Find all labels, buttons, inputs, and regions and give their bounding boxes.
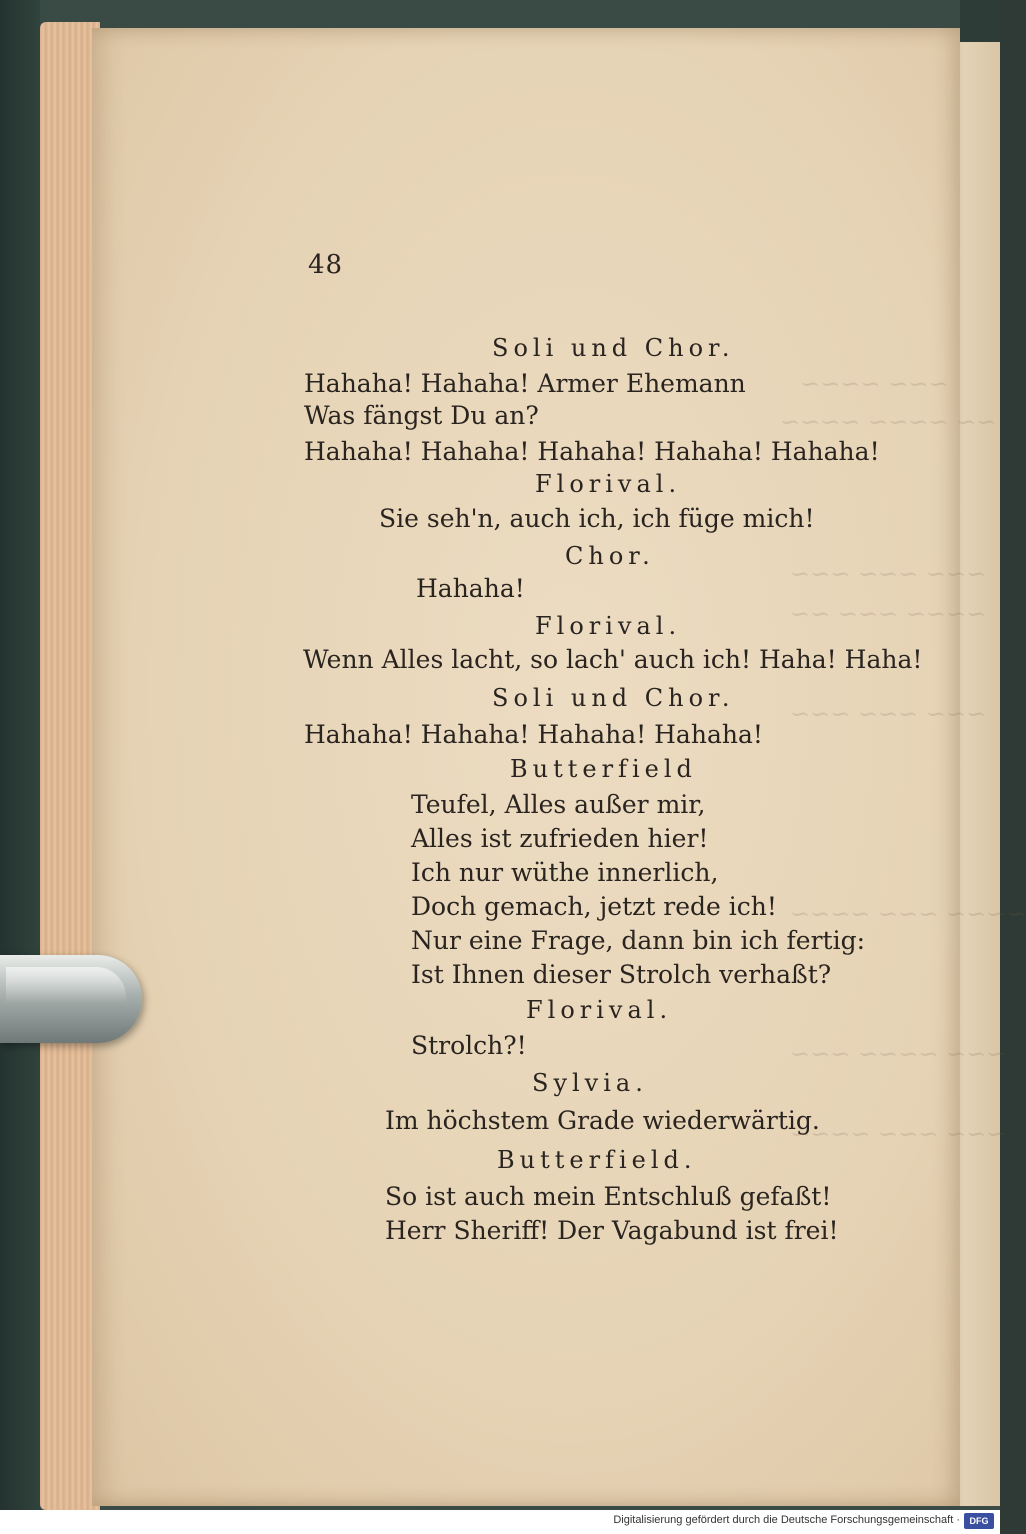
verse-line: Teufel, Alles außer mir, — [411, 790, 706, 819]
speaker-heading: Butterfield. — [497, 1146, 697, 1174]
speaker-heading: Sylvia. — [532, 1069, 648, 1097]
speaker-heading: Butterfield — [510, 755, 697, 783]
bleed-through: ~~ ~~~~ ~~~~ — [780, 408, 997, 436]
bleed-through: ~~~~ ~~~ ~~ — [790, 600, 987, 628]
verse-line: So ist auch mein Entschluß gefaßt! — [385, 1182, 832, 1211]
speaker-heading: Soli und Chor. — [492, 334, 735, 362]
verse-line: Ich nur wüthe innerlich, — [411, 858, 719, 887]
speaker-heading: Florival. — [535, 612, 682, 640]
verse-line: Ist Ihnen dieser Strolch verhaßt? — [411, 960, 832, 989]
verse-line: Alles ist zufrieden hier! — [411, 824, 709, 853]
bleed-through: ~~~ ~~~ ~~~~ — [790, 1120, 1007, 1148]
clip-highlight — [6, 967, 126, 1027]
bleed-through: ~~~ ~~~~ — [800, 370, 949, 398]
speaker-heading: Soli und Chor. — [492, 684, 735, 712]
verse-line: Strolch?! — [411, 1031, 527, 1060]
bleed-through: ~~~~ ~~~ ~~~~ — [790, 900, 1026, 928]
verse-line: Hahaha! Hahaha! Hahaha! Hahaha! Hahaha! — [304, 437, 880, 466]
dfg-logo-icon: DFG — [964, 1513, 994, 1529]
verse-line: Im höchstem Grade wiederwärtig. — [385, 1106, 820, 1135]
speaker-heading: Florival. — [526, 996, 673, 1024]
verse-line: Nur eine Frage, dann bin ich fertig: — [411, 926, 866, 955]
verse-line: Wenn Alles lacht, so lach' auch ich! Haha! Haha! — [303, 645, 923, 674]
page-clip — [0, 955, 142, 1043]
speaker-heading: Chor. — [565, 542, 655, 570]
verse-line: Sie seh'n, auch ich, ich füge mich! — [379, 504, 815, 533]
verse-line: Hahaha! Hahaha! Hahaha! Hahaha! — [304, 720, 763, 749]
verse-line: Hahaha! Hahaha! Armer Ehemann — [304, 369, 746, 398]
digitization-credit: Digitalisierung gefördert durch die Deutsche Forschungsgemeinschaft · — [613, 1514, 960, 1526]
verse-line: Was fängst Du an? — [304, 401, 539, 430]
footer-bar — [0, 1510, 1000, 1534]
bleed-through: ~~~ ~~~ ~~~ — [790, 700, 987, 728]
scanner-backdrop — [0, 0, 40, 1534]
verse-line: Doch gemach, jetzt rede ich! — [411, 892, 777, 921]
speaker-heading: Florival. — [535, 470, 682, 498]
scanner-corner — [960, 0, 1000, 42]
verse-line: Herr Sheriff! Der Vagabund ist frei! — [385, 1216, 839, 1245]
page-edges — [40, 22, 100, 1510]
page-number: 48 — [308, 250, 344, 280]
bleed-through: ~~~ ~~~~ ~~~ — [790, 1040, 1007, 1068]
verse-line: Hahaha! — [416, 574, 525, 603]
bleed-through: ~~~ ~~~ ~~~ — [790, 560, 987, 588]
